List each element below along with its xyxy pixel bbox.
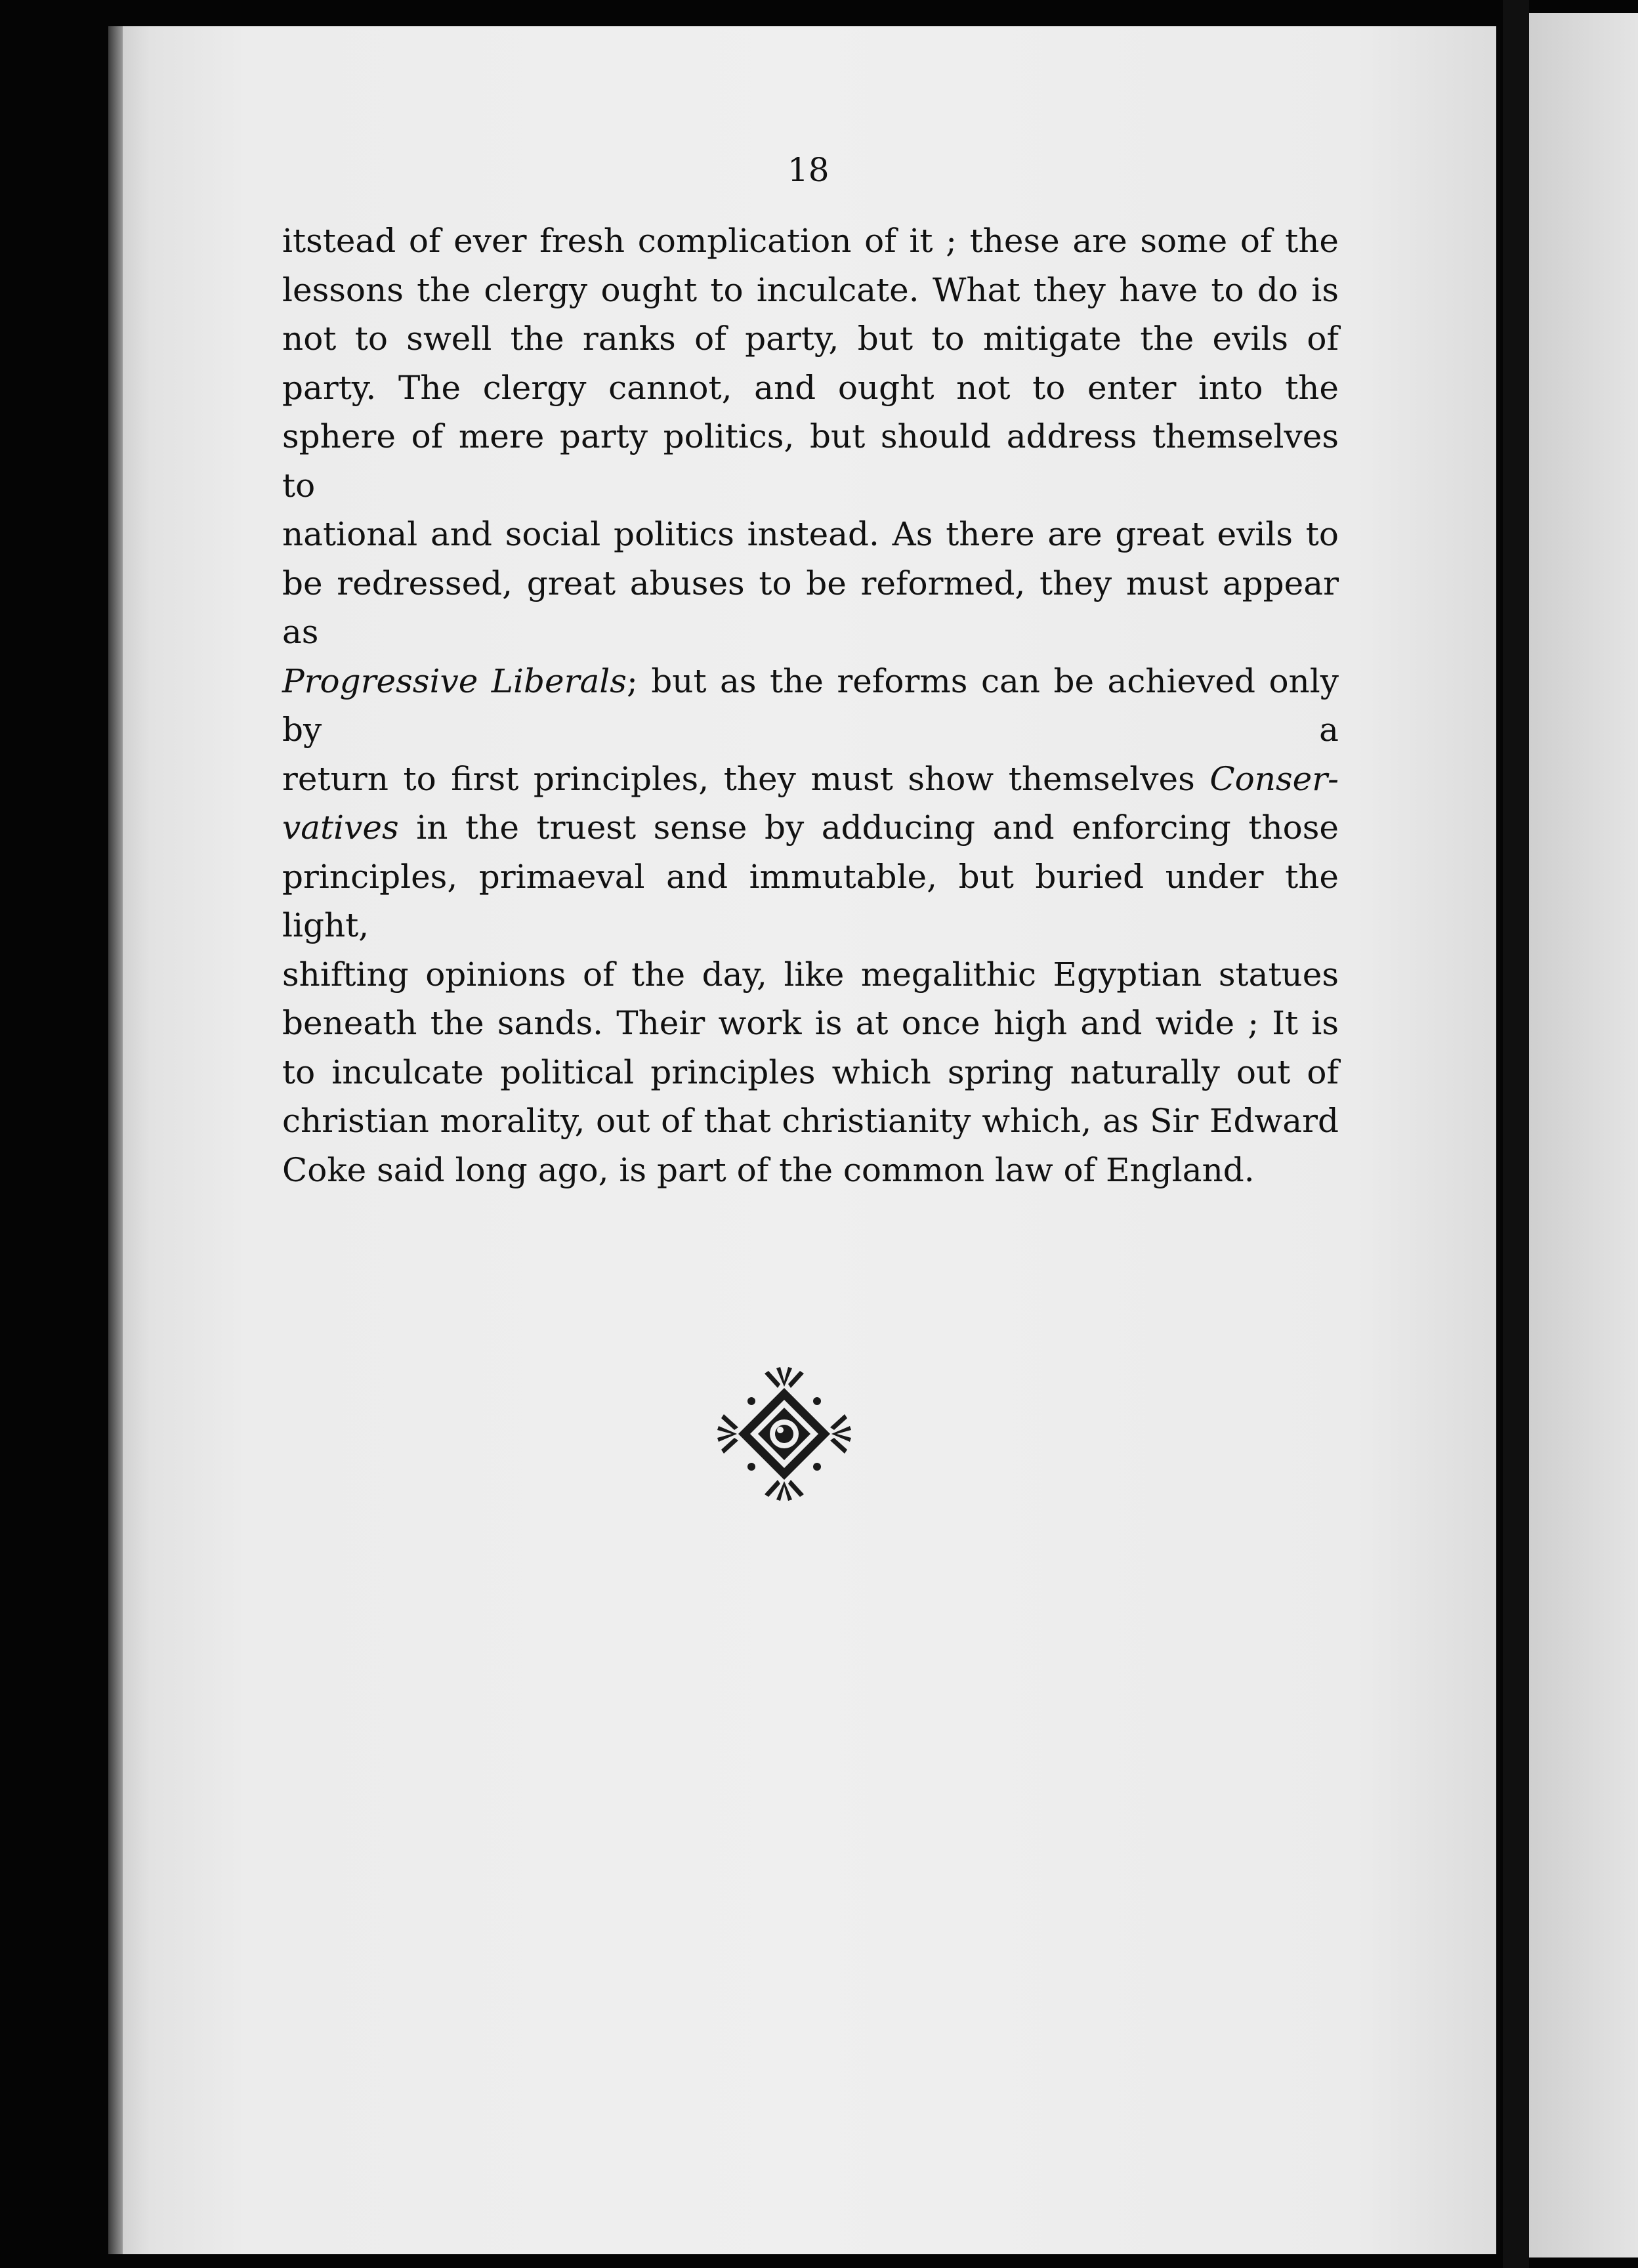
text-line: Coke said long ago, is part of the common law of England.: [282, 1150, 1255, 1189]
page-spine: [108, 26, 123, 2254]
text-line: to inculcate political principles which spring naturally out of: [282, 1053, 1339, 1091]
next-page-sliver: [1529, 13, 1638, 2258]
text-line: shifting opinions of the day, like megalithic Egyptian statues: [282, 955, 1339, 994]
text-span: in the truest sense by adducing and enforcing those: [398, 808, 1339, 847]
next-page-edge: [1503, 0, 1529, 2268]
text-line: be redressed, great abuses to be reformed, they must appear as: [282, 564, 1339, 651]
text-line: national and social politics instead. As there are great evils to: [282, 515, 1339, 553]
text-line: itstead of ever fresh complication of it ; these are some of the: [282, 222, 1339, 260]
page-number: 18: [788, 151, 830, 189]
italic-phrase: vatives: [282, 808, 399, 847]
text-line: [282, 755, 1339, 804]
page-text: [282, 217, 1339, 1194]
text-line: sphere of mere party politics, but should address themselves to: [282, 417, 1339, 505]
text-line: [282, 803, 1339, 852]
text-line: beneath the sands. Their work is at once high and wide ; It is: [282, 1004, 1339, 1042]
text-line: principles, primaeval and immutable, but buried under the light,: [282, 857, 1339, 944]
text-line: not to swell the ranks of party, but to mitigate the evils of: [282, 320, 1339, 358]
italic-phrase: Conser-: [1209, 759, 1339, 798]
text-line: lessons the clergy ought to inculcate. What they have to do is: [282, 270, 1339, 309]
text-line: christian morality, out of that christianity which, as Sir Edward: [282, 1102, 1339, 1140]
text-span: ; but as the reforms can be achieved only by a: [282, 662, 1339, 749]
italic-phrase: Progressive Liberals: [282, 662, 627, 700]
printers-ornament-icon: [712, 1362, 856, 1506]
text-line: party. The clergy cannot, and ought not to enter into the: [282, 368, 1339, 407]
text-span: return to first principles, they must show themselves: [282, 759, 1210, 798]
text-line: [282, 657, 1339, 755]
